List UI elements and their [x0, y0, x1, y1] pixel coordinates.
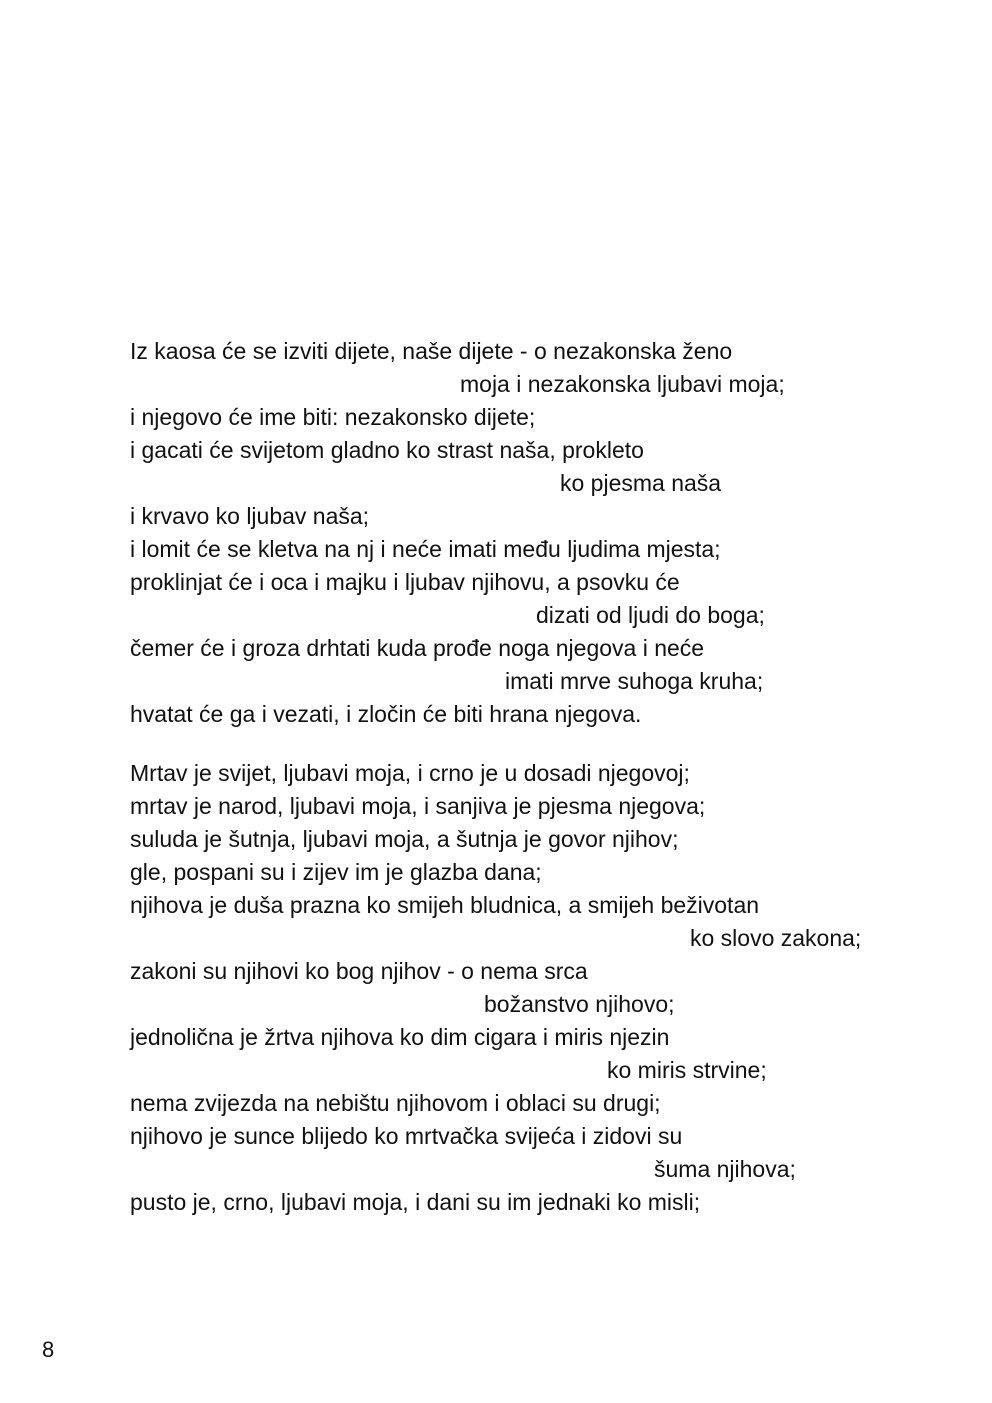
poem-line: proklinjat će i oca i majku i ljubav njihovu, a psovku će [130, 569, 680, 595]
poem-line: zakoni su njihovi ko bog njihov - o nema srca [130, 958, 588, 984]
poem-line-continuation: dizati od ljudi do boga; [536, 602, 765, 628]
poem-line-continuation: moja i nezakonska ljubavi moja; [460, 371, 785, 397]
poem-line: Mrtav je svijet, ljubavi moja, i crno je u dosadi njegovoj; [130, 760, 690, 786]
poem-line: i krvavo ko ljubav naša; [130, 503, 370, 529]
page-number: 8 [42, 1337, 55, 1362]
poem-line-continuation: ko slovo zakona; [690, 925, 862, 951]
poem-line-continuation: ko miris strvine; [607, 1057, 767, 1083]
poem-line: nema zvijezda na nebištu njihovom i oblaci su drugi; [130, 1090, 661, 1116]
poem-line-continuation: šuma njihova; [654, 1156, 796, 1182]
poem-line: pusto je, crno, ljubavi moja, i dani su im jednaki ko misli; [130, 1189, 701, 1215]
poem-line: Iz kaosa će se izviti dijete, naše dijete - o nezakonska ženo [130, 338, 733, 364]
poem-line-continuation: ko pjesma naša [560, 470, 722, 496]
poem-line: njihova je duša prazna ko smijeh bludnica, a smijeh beživotan [130, 892, 760, 918]
poem-line: čemer će i groza drhtati kuda prođe noga njegova i neće [130, 635, 705, 661]
poem-line: suluda je šutnja, ljubavi moja, a šutnja je govor njihov; [130, 826, 679, 852]
stanza-break [0, 731, 992, 757]
poem-line: hvatat će ga i vezati, i zločin će biti hrana njegova. [130, 701, 642, 727]
poem-line: i lomit će se kletva na nj i neće imati među ljudima mjesta; [130, 536, 721, 562]
poem-line-continuation: imati mrve suhoga kruha; [505, 668, 764, 694]
poem-line: jednolična je žrtva njihova ko dim cigara i miris njezin [130, 1024, 670, 1050]
poem-line-continuation: božanstvo njihovo; [484, 991, 675, 1017]
poem-line: mrtav je narod, ljubavi moja, i sanjiva je pjesma njegova; [130, 793, 706, 819]
poem-line: i njegovo će ime biti: nezakonsko dijete; [130, 404, 536, 430]
poem-line: gle, pospani su i zijev im je glazba dana; [130, 859, 542, 885]
poem-line: i gacati će svijetom gladno ko strast naša, prokleto [130, 437, 644, 463]
poem [0, 335, 992, 1219]
poem-line: njihovo je sunce blijedo ko mrtvačka svijeća i zidovi su [130, 1123, 683, 1149]
